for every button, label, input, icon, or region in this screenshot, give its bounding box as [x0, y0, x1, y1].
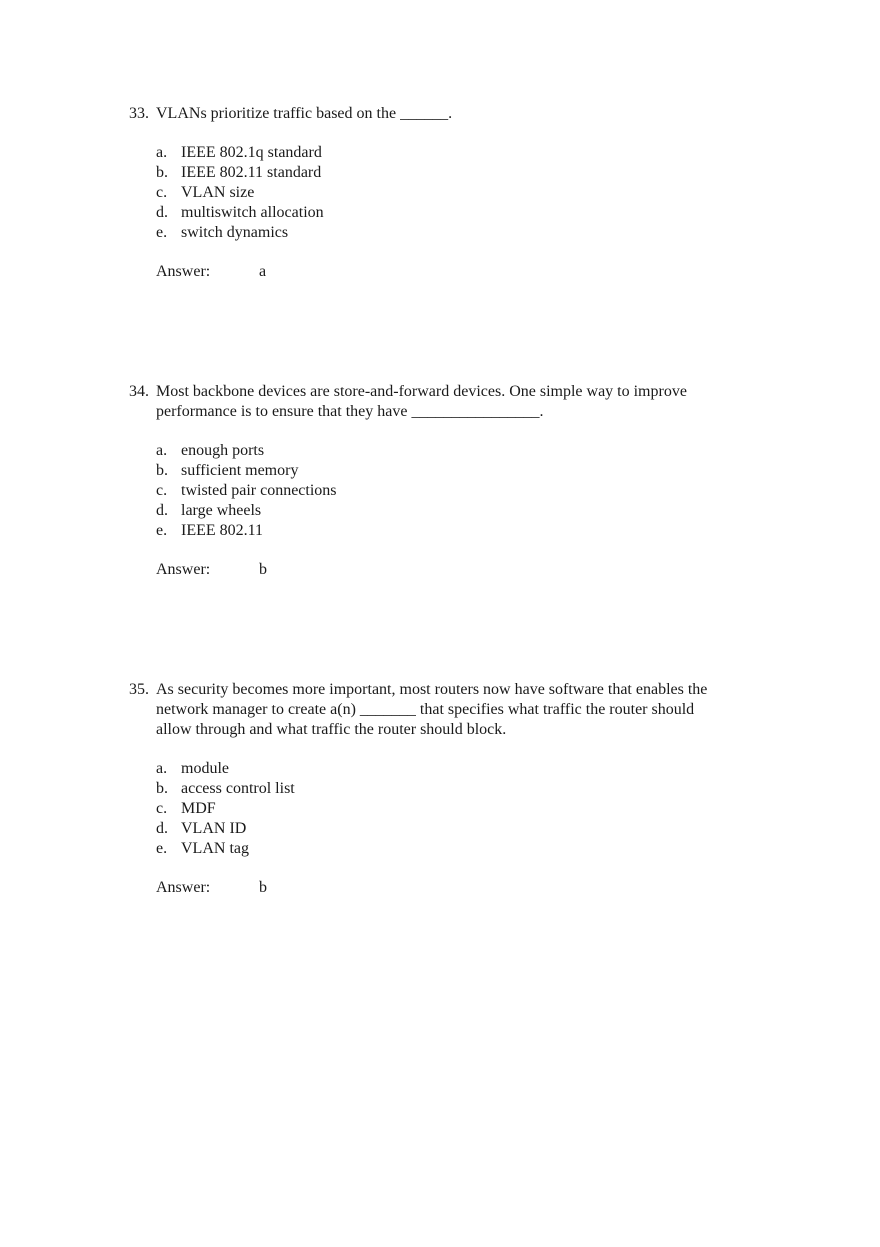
option-text: IEEE 802.1q standard — [181, 144, 322, 161]
option-letter: b. — [156, 164, 168, 181]
option-b — [156, 779, 880, 799]
question-text-line: allow through and what traffic the router should block. — [156, 721, 507, 738]
option-letter: d. — [156, 820, 168, 837]
option-text: twisted pair connections — [181, 482, 337, 499]
question-number: 35. — [129, 681, 149, 698]
option-text: sufficient memory — [181, 462, 299, 479]
option-letter: b. — [156, 780, 168, 797]
option-letter: c. — [156, 482, 168, 499]
answer-value: b — [259, 561, 267, 578]
option-text: module — [181, 760, 229, 777]
option-text: IEEE 802.11 standard — [181, 164, 322, 181]
question-number: 33. — [129, 105, 149, 122]
answer-line — [156, 878, 880, 898]
option-text: VLAN size — [181, 184, 255, 201]
option-a — [156, 759, 880, 779]
option-d — [156, 203, 880, 223]
option-b — [156, 163, 880, 183]
option-d — [156, 501, 880, 521]
option-c — [156, 183, 880, 203]
option-letter: c. — [156, 184, 168, 201]
question-stem — [129, 382, 760, 422]
option-letter: d. — [156, 502, 168, 519]
option-letter: a. — [156, 760, 168, 777]
option-letter: e. — [156, 224, 168, 241]
question-stem — [129, 104, 760, 124]
answer-value: b — [259, 879, 267, 896]
answer-line — [156, 262, 880, 282]
option-letter: d. — [156, 204, 168, 221]
option-text: MDF — [181, 800, 216, 817]
option-a — [156, 143, 880, 163]
option-letter: a. — [156, 144, 168, 161]
answer-label: Answer: — [156, 879, 211, 896]
option-e — [156, 839, 880, 859]
option-text: enough ports — [181, 442, 265, 459]
option-d — [156, 819, 880, 839]
option-text: IEEE 802.11 — [181, 522, 264, 539]
answer-options — [156, 143, 880, 243]
option-text: access control list — [181, 780, 295, 797]
option-letter: c. — [156, 800, 168, 817]
option-letter: e. — [156, 840, 168, 857]
answer-options — [156, 759, 880, 859]
option-text: VLAN tag — [181, 840, 249, 857]
option-c — [156, 481, 880, 501]
option-c — [156, 799, 880, 819]
question-text-line: VLANs prioritize traffic based on the ______. — [156, 105, 453, 122]
question-35 — [0, 680, 880, 898]
question-text-line: network manager to create a(n) _______ that specifies what traffic the router should — [156, 701, 695, 718]
answer-label: Answer: — [156, 561, 211, 578]
option-text: large wheels — [181, 502, 262, 519]
option-b — [156, 461, 880, 481]
answer-label: Answer: — [156, 263, 211, 280]
question-stem — [129, 680, 760, 740]
question-34 — [0, 382, 880, 580]
option-text: VLAN ID — [181, 820, 247, 837]
question-33 — [0, 104, 880, 282]
option-a — [156, 441, 880, 461]
option-letter: b. — [156, 462, 168, 479]
option-letter: e. — [156, 522, 168, 539]
option-text: switch dynamics — [181, 224, 289, 241]
answer-options — [156, 441, 880, 541]
question-text-line: Most backbone devices are store-and-forward devices. One simple way to improve — [156, 383, 687, 400]
question-text-line: As security becomes more important, most routers now have software that enables the — [156, 681, 708, 698]
option-letter: a. — [156, 442, 168, 459]
answer-line — [156, 560, 880, 580]
option-e — [156, 521, 880, 541]
option-text: multiswitch allocation — [181, 204, 324, 221]
answer-value: a — [259, 263, 267, 280]
option-e — [156, 223, 880, 243]
question-number: 34. — [129, 383, 149, 400]
question-text-line: performance is to ensure that they have ________________. — [156, 403, 544, 420]
